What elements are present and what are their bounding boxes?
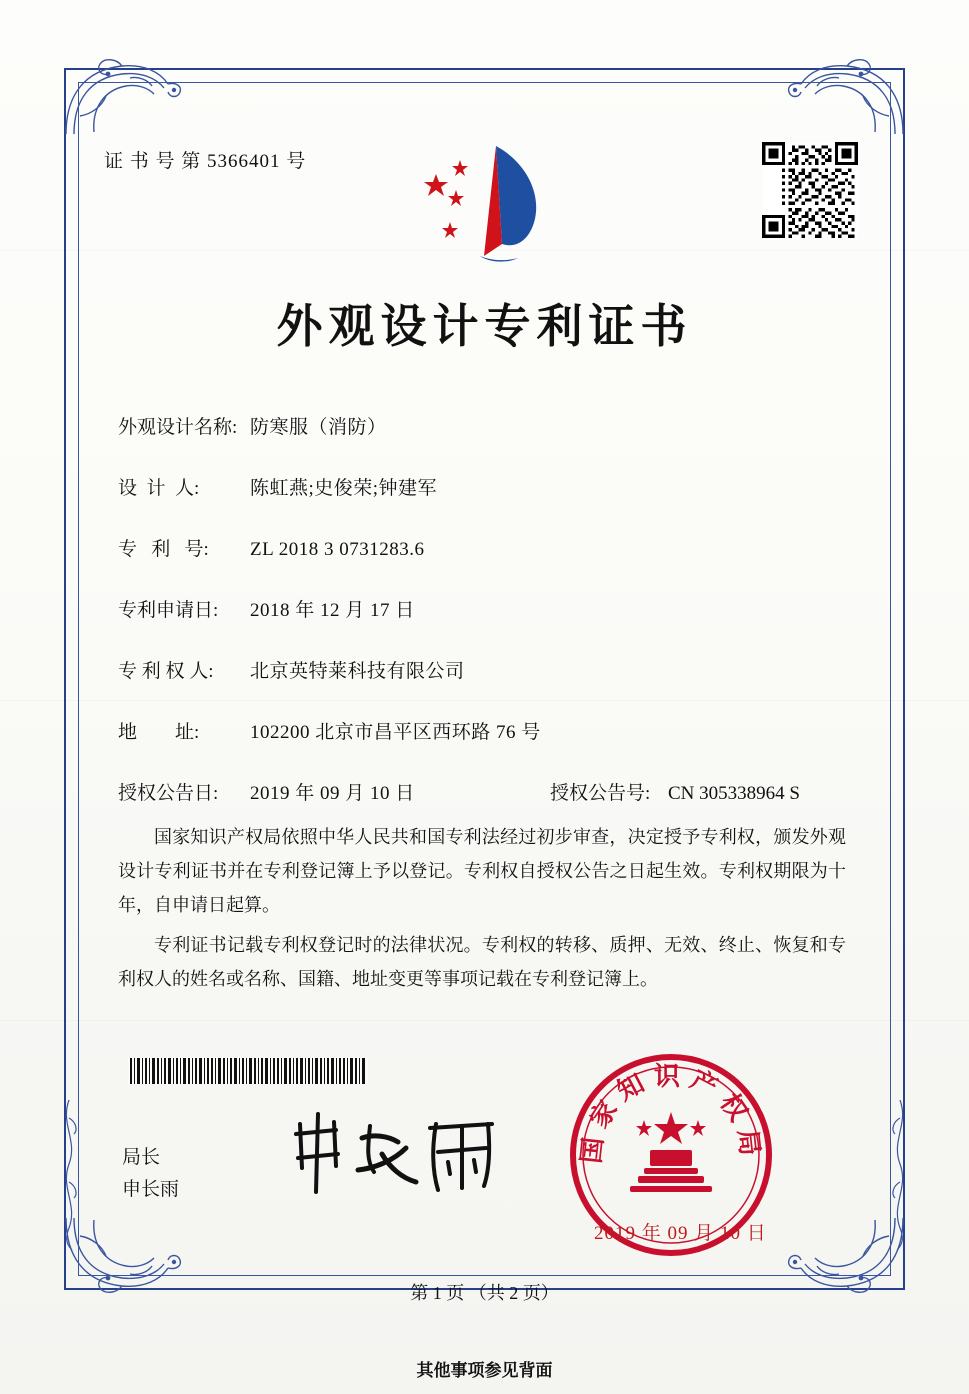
- field-value: 2019 年 09 月 10 日: [250, 783, 415, 804]
- field-label: 设 计 人:: [118, 478, 200, 499]
- field-value: 防寒服（消防）: [250, 417, 387, 438]
- side-flourish-icon: [887, 1100, 913, 1250]
- field-label: 专 利 权 人:: [118, 661, 214, 682]
- field-value: 102200 北京市昌平区西环路 76 号: [250, 722, 541, 743]
- field-row-address: [118, 717, 858, 744]
- field-value: 陈虹燕;史俊荣;钟建军: [250, 478, 438, 499]
- field-row-application-date: [118, 595, 858, 622]
- field-label: 地 址:: [118, 722, 200, 743]
- signature-block: [122, 1142, 179, 1206]
- paragraph-2: 专利证书记载专利权登记时的法律状况。专利权的转移、质押、无效、终止、恢复和专利权人的姓名或名称、国籍、地址变更等事项记载在专利登记簿上。: [118, 935, 846, 989]
- page-indicator: 第 1 页 （共 2 页）: [410, 1283, 559, 1303]
- signature-title: 局长: [122, 1147, 161, 1168]
- field-label: 外观设计名称:: [118, 417, 238, 438]
- field-row-patent-number: [118, 534, 858, 561]
- field-list: [118, 412, 858, 839]
- field-value: CN 305338964 S: [668, 783, 800, 804]
- field-value: 北京英特莱科技有限公司: [250, 661, 465, 682]
- field-label: 授权公告号:: [550, 783, 651, 804]
- field-value: ZL 2018 3 0731283.6: [250, 539, 425, 560]
- back-side-note: 其他事项参见背面: [416, 1361, 553, 1380]
- certificate-number: 证 书 号 第 5366401 号: [104, 151, 307, 172]
- page-title: 外观设计专利证书: [276, 299, 693, 353]
- handwritten-signature-icon: [278, 1112, 508, 1202]
- side-flourish-icon: [56, 1100, 82, 1250]
- field-row-patentee: [118, 656, 858, 683]
- paragraph-1: 国家知识产权局依照中华人民共和国专利法经过初步审查，决定授予专利权，颁发外观设计专利证书并在专利登记簿上予以登记。专利权自授权公告之日起生效。专利权期限为十年，自申请日起算。: [118, 827, 846, 915]
- field-row-design-name: [118, 412, 858, 439]
- field-label: 专利申请日:: [118, 600, 219, 621]
- signature-name: 申长雨: [122, 1179, 180, 1200]
- seal-date: 2019 年 09 月 10 日: [594, 1223, 767, 1244]
- field-label: 授权公告日:: [118, 783, 219, 804]
- field-row-grant-announcement: [118, 778, 858, 805]
- cnipa-logo-icon: [410, 138, 550, 268]
- field-label: 专 利 号:: [118, 539, 209, 560]
- svg-text:国家知识产权局: 国家知识产权局: [576, 1062, 766, 1166]
- field-value: 2018 年 12 月 17 日: [250, 600, 415, 621]
- body-text: [118, 820, 846, 1002]
- barcode-icon: [128, 1058, 368, 1084]
- field-row-designers: [118, 473, 858, 500]
- qr-code-icon: [762, 142, 858, 238]
